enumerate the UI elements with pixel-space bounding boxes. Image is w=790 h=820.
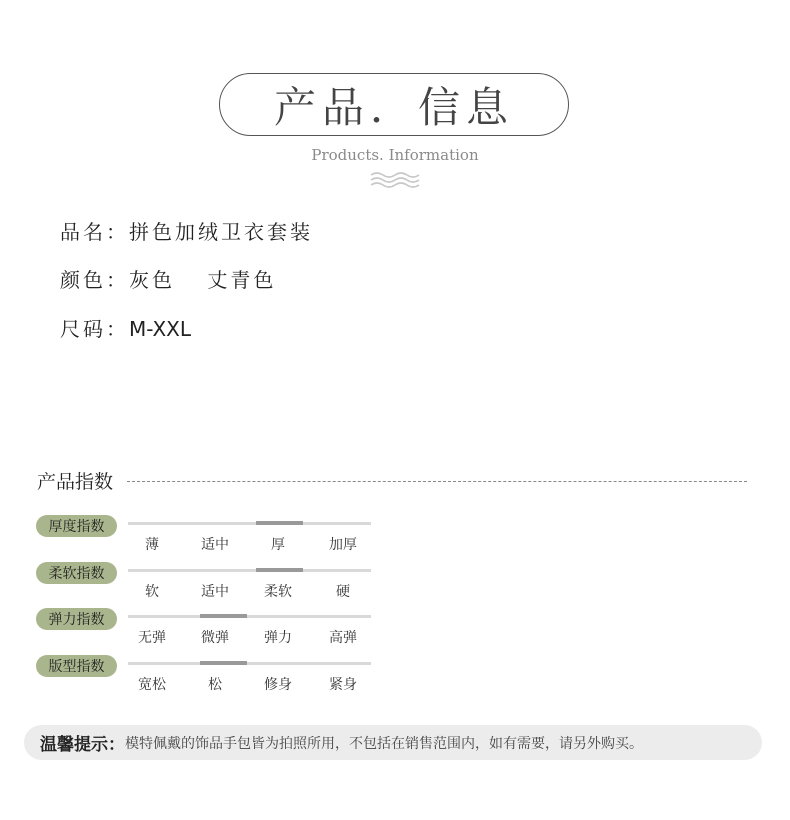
tip-label: 温馨提示： bbox=[40, 735, 125, 755]
wave-decoration-icon bbox=[369, 171, 421, 189]
index-option: 薄 bbox=[145, 537, 159, 553]
index-badge-elasticity: 弹力指数 bbox=[36, 608, 117, 630]
index-option: 紧身 bbox=[329, 677, 357, 693]
index-option: 宽松 bbox=[138, 677, 166, 693]
index-option: 厚 bbox=[271, 537, 285, 553]
index-row-fit bbox=[36, 655, 376, 701]
index-option: 高弹 bbox=[329, 630, 357, 646]
tip-bar bbox=[24, 725, 762, 760]
info-value-name: 拼色加绒卫衣套装 bbox=[129, 220, 313, 244]
index-option: 弹力 bbox=[264, 630, 292, 646]
index-option: 柔软 bbox=[264, 584, 292, 600]
index-option: 微弹 bbox=[201, 630, 229, 646]
index-option: 加厚 bbox=[329, 537, 357, 553]
title-pill bbox=[219, 73, 569, 136]
info-value-color: 灰色 丈青色 bbox=[129, 268, 277, 292]
info-row-size bbox=[60, 313, 191, 342]
index-option: 松 bbox=[208, 677, 222, 693]
page-subtitle: Products. Information bbox=[311, 146, 479, 164]
info-value-size: M-XXL bbox=[129, 317, 192, 341]
info-row-color bbox=[60, 264, 276, 293]
info-row-name bbox=[60, 216, 313, 245]
index-section-title: 产品指数 bbox=[37, 471, 114, 493]
index-option: 修身 bbox=[264, 677, 292, 693]
index-option: 适中 bbox=[201, 584, 229, 600]
index-selected-marker bbox=[200, 661, 247, 665]
index-option: 适中 bbox=[201, 537, 229, 553]
section-divider bbox=[127, 481, 747, 482]
page-title: 产品．信息 bbox=[273, 82, 514, 132]
index-badge-softness: 柔软指数 bbox=[36, 562, 117, 584]
index-option: 无弹 bbox=[138, 630, 166, 646]
index-selected-marker bbox=[256, 568, 303, 572]
index-track-fit bbox=[128, 662, 371, 665]
info-label-size: 尺码： bbox=[60, 317, 129, 341]
index-row-softness bbox=[36, 562, 376, 608]
index-track-softness bbox=[128, 569, 371, 572]
index-track-elasticity bbox=[128, 615, 371, 618]
info-label-name: 品名： bbox=[60, 220, 129, 244]
tip-text: 模特佩戴的饰品手包皆为拍照所用，不包括在销售范围内，如有需要，请另外购买。 bbox=[125, 735, 643, 752]
index-row-elasticity bbox=[36, 608, 376, 654]
index-track-thickness bbox=[128, 522, 371, 525]
index-option: 软 bbox=[145, 584, 159, 600]
info-label-color: 颜色： bbox=[60, 268, 129, 292]
index-row-thickness bbox=[36, 515, 376, 561]
index-selected-marker bbox=[256, 521, 303, 525]
index-badge-thickness: 厚度指数 bbox=[36, 515, 117, 537]
index-option: 硬 bbox=[336, 584, 350, 600]
index-selected-marker bbox=[200, 614, 247, 618]
index-badge-fit: 版型指数 bbox=[36, 655, 117, 677]
